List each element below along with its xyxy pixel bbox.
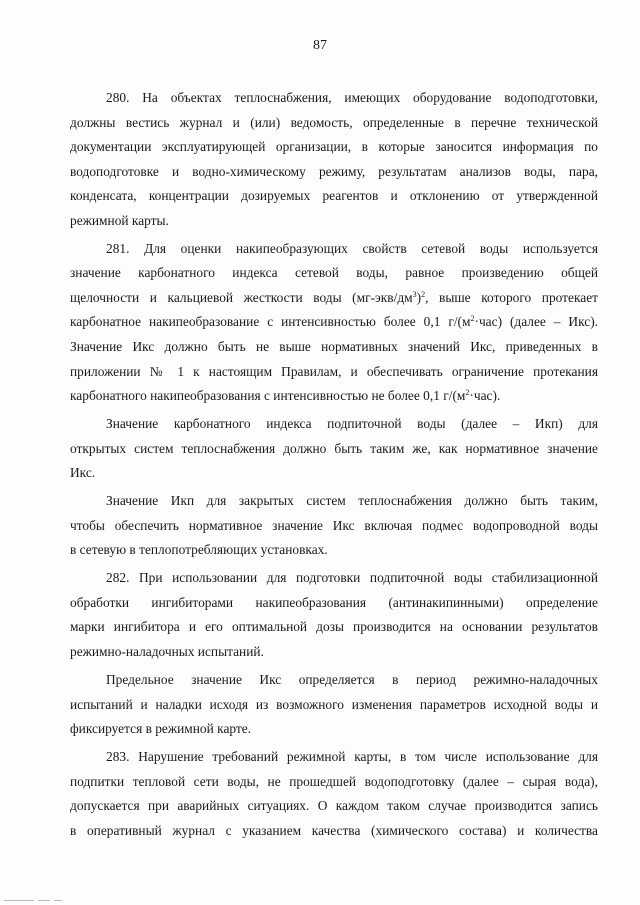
text-line: конденсата, концентрации дозируемых реагентов и отклонению от утвержденной xyxy=(70,188,598,204)
text-line: марки ингибитора и его оптимальной дозы производится на основании результатов xyxy=(70,619,598,635)
text-line: подпитки тепловой сети воды, не прошедшей водоподготовку (далее – сырая вода), xyxy=(70,773,598,789)
text-fragment: щелочности и кальциевой жесткости воды (мг-экв/дм xyxy=(70,289,413,305)
scan-edge-marks xyxy=(0,900,640,901)
text-line: в оперативный журнал с указанием качества (химического состава) и количества xyxy=(70,822,598,838)
page-number: 87 xyxy=(313,38,327,53)
paragraph-282 xyxy=(70,566,598,664)
text-line: режимной карты. xyxy=(70,212,169,228)
text-line: документации эксплуатирующей организации, в которые заносится информация по xyxy=(70,139,598,155)
text-line: режимно-наладочных испытаний. xyxy=(70,644,264,660)
text-line: значение карбонатного индекса сетевой воды, равное произведению общей xyxy=(70,265,598,281)
text-line: 283. Нарушение требований режимной карты, в том числе использование для xyxy=(106,749,598,765)
document-body xyxy=(70,86,598,843)
text-line: фиксируется в режимной карте. xyxy=(70,721,252,737)
text-line: 282. При использовании для подготовки подпиточной воды стабилизационной xyxy=(106,570,598,586)
paragraph-281 xyxy=(70,237,598,409)
paragraph-ikp-closed xyxy=(70,489,598,563)
text-line xyxy=(70,384,598,409)
text-fragment: карбонатное накипеобразование с интенсивностью более 0,1 г/(м xyxy=(70,314,471,330)
superscript: 3 xyxy=(412,289,417,299)
text-line: обработки ингибиторами накипеобразования (антинакипинными) определение xyxy=(70,594,598,610)
text-line: Значение карбонатного индекса подпиточной воды (далее – Икп) для xyxy=(106,416,598,432)
text-fragment: ·час) (далее – Икс). xyxy=(474,314,599,330)
superscript: 2 xyxy=(465,388,470,398)
text-line xyxy=(70,310,598,335)
superscript: 2 xyxy=(470,314,475,324)
text-line: должны вестись журнал и (или) ведомость, определенные в перечне технической xyxy=(70,114,598,130)
text-line: Значение Икп для закрытых систем теплоснабжения должно быть таким, xyxy=(106,493,598,509)
text-line: Значение Икс должно быть не выше нормативных значений Икс, приведенных в xyxy=(70,338,598,354)
text-line: водоподготовке и водно-химическому режиму, результатам анализов воды, пара, xyxy=(70,163,598,179)
text-fragment: ·час). xyxy=(469,388,501,404)
text-line: Предельное значение Икс определяется в период режимно-наладочных xyxy=(106,672,598,688)
text-line: приложении № 1 к настоящим Правилам, и обеспечивать ограничение протекания xyxy=(70,363,598,379)
text-fragment: карбонатного накипеобразования с интенсивностью не более 0,1 г/(м xyxy=(70,388,466,404)
paragraph-283 xyxy=(70,745,598,843)
paragraph-280 xyxy=(70,86,598,233)
text-line: в сетевую в теплопотребляющих установках. xyxy=(70,542,328,558)
text-line: 280. На объектах теплоснабжения, имеющих оборудование водоподготовки, xyxy=(106,90,598,105)
text-line: Икс. xyxy=(70,465,96,481)
text-fragment: , выше которого протекает xyxy=(425,289,598,305)
paragraph-ikp-open xyxy=(70,412,598,486)
text-line: открытых систем теплоснабжения должно быть таким же, как нормативное значение xyxy=(70,440,598,456)
superscript: 2 xyxy=(421,289,426,299)
text-line: чтобы обеспечить нормативное значение Икс включая подмес водопроводной воды xyxy=(70,517,598,533)
text-line: испытаний и наладки исходя из возможного изменения параметров исходной воды и xyxy=(70,696,598,712)
text-line: допускается при аварийных ситуациях. О каждом таком случае производится запись xyxy=(70,798,598,814)
paragraph-limit-value xyxy=(70,668,598,742)
text-line: 281. Для оценки накипеобразующих свойств сетевой воды используется xyxy=(106,240,598,256)
text-line xyxy=(70,286,598,311)
text-fragment: ) xyxy=(416,289,422,305)
